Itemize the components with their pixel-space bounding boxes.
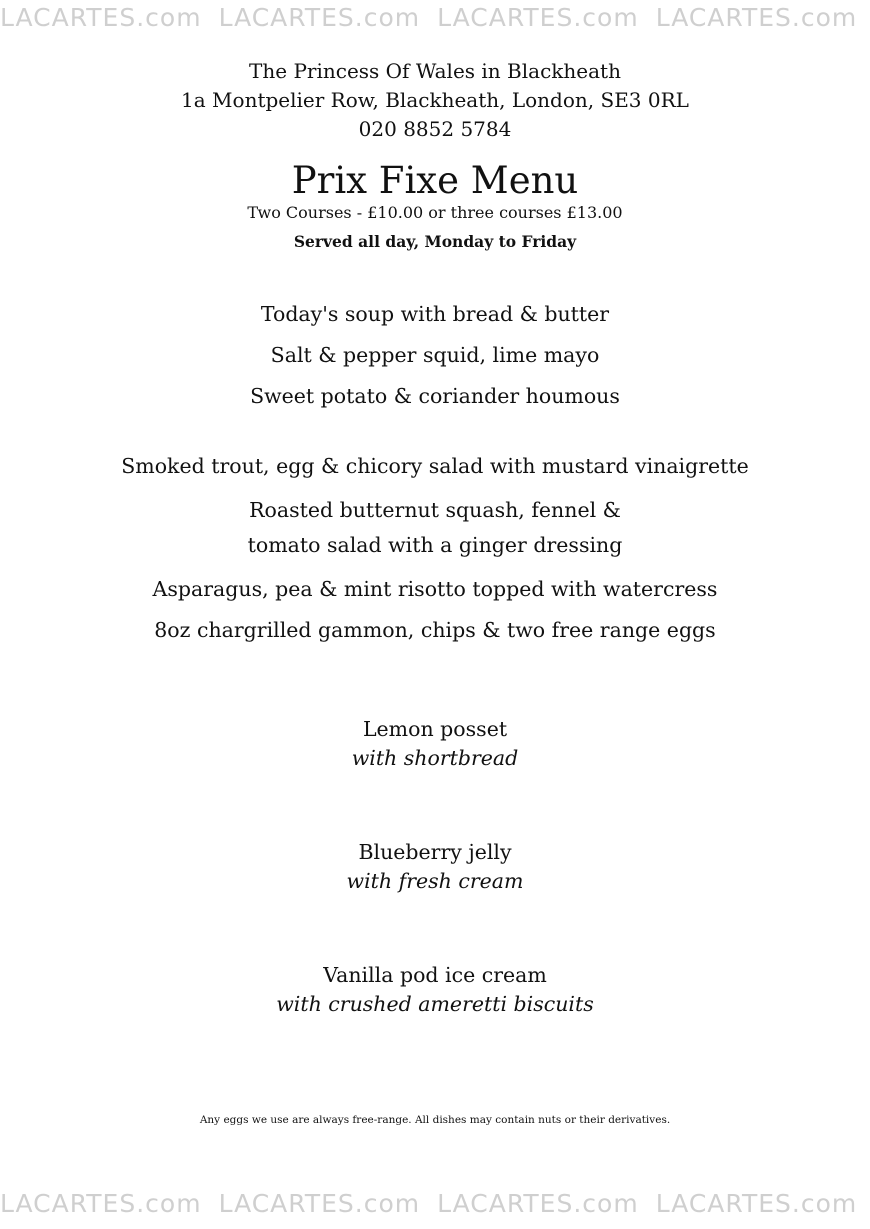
menu-pricing: Two Courses - £10.00 or three courses £13.00 [247,203,623,222]
venue-name: The Princess Of Wales in Blackheath [249,59,621,83]
venue-header [0,57,870,144]
dessert-description: with fresh cream [346,869,524,893]
main-item-line: tomato salad with a ginger dressing [247,533,623,557]
dessert-item [0,715,870,773]
dessert-item [0,838,870,896]
starter-item: Today's soup with bread & butter [260,302,610,326]
main-item-line: Roasted butternut squash, fennel & [249,498,621,522]
dessert-description: with crushed ameretti biscuits [276,992,594,1016]
watermark-text: LACARTES.com [655,3,858,32]
watermark-top [0,3,870,43]
watermark-text: LACARTES.com [218,1189,421,1218]
dessert-name: Blueberry jelly [358,840,512,864]
main-item [0,493,870,563]
dessert-name: Lemon posset [362,717,508,741]
watermark-text: LACARTES.com [0,3,202,32]
footer-note: Any eggs we use are always free-range. All dishes may contain nuts or their derivatives. [199,1114,671,1126]
mains-section [0,452,870,657]
starter-item: Salt & pepper squid, lime mayo [270,343,600,367]
watermark-text: LACARTES.com [218,3,421,32]
watermark-text: LACARTES.com [0,1189,202,1218]
watermark-text: LACARTES.com [655,1189,858,1218]
menu-availability: Served all day, Monday to Friday [293,232,577,251]
main-item: Asparagus, pea & mint risotto topped with watercress [152,577,718,601]
venue-phone: 020 8852 5784 [358,117,512,141]
starters-section [0,300,870,423]
watermark-bottom [0,1189,870,1229]
watermark-text: LACARTES.com [437,3,639,32]
starter-item: Sweet potato & coriander houmous [250,384,620,408]
menu-title: Prix Fixe Menu [291,159,579,202]
venue-address: 1a Montpelier Row, Blackheath, London, SE3 0RL [181,88,689,112]
main-item: Smoked trout, egg & chicory salad with mustard vinaigrette [121,454,749,478]
watermark-text: LACARTES.com [437,1189,639,1218]
dessert-description: with shortbread [351,746,519,770]
dessert-name: Vanilla pod ice cream [323,963,547,987]
dessert-item [0,961,870,1019]
main-item: 8oz chargrilled gammon, chips & two free range eggs [154,618,716,642]
